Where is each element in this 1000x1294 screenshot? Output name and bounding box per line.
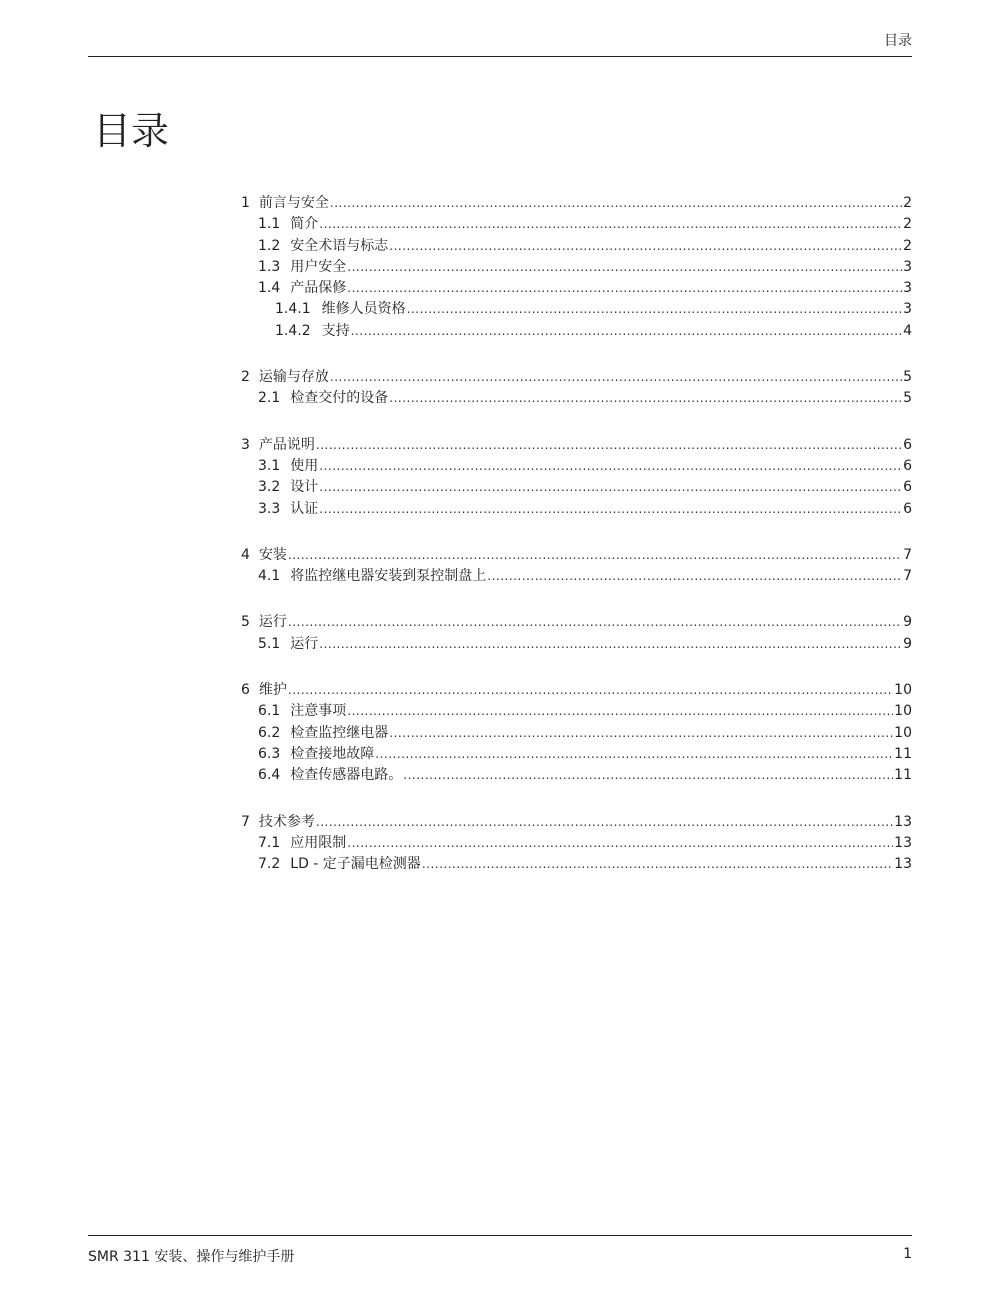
toc-entry[interactable] — [241, 634, 912, 655]
toc-entry-title: 安全术语与标志 — [290, 237, 389, 254]
toc-entry[interactable] — [241, 456, 912, 477]
toc-dot-leader — [330, 193, 902, 214]
toc-entry-title: 用户安全 — [290, 258, 347, 275]
toc-dot-leader — [288, 545, 902, 566]
toc-entry-title: 简介 — [290, 216, 319, 233]
toc-dot-leader — [319, 499, 902, 520]
toc-entry-number: 1 — [241, 195, 250, 211]
toc-section — [241, 435, 912, 520]
header-divider — [88, 56, 912, 57]
toc-entry-number: 6 — [241, 682, 250, 699]
toc-entry-page: 11 — [894, 745, 912, 762]
toc-entry[interactable] — [241, 765, 912, 786]
toc-dot-leader — [407, 299, 902, 320]
toc-entry-number: 2.1 — [258, 390, 281, 407]
toc-entry-number: 6.4 — [258, 767, 281, 784]
toc-section — [241, 367, 912, 410]
toc-dot-leader — [319, 214, 902, 235]
toc-entry-page: 11 — [894, 767, 912, 784]
footer-divider — [88, 1235, 912, 1236]
toc-entry[interactable] — [241, 321, 912, 342]
toc-entry-page: 3 — [903, 301, 912, 318]
toc-entry[interactable] — [241, 723, 912, 744]
toc-entry-number: 3 — [241, 436, 250, 453]
toc-section — [241, 612, 912, 655]
toc-entry-number: 1.4.2 — [275, 322, 311, 339]
toc-dot-leader — [403, 765, 893, 786]
toc-entry-number: 1.2 — [258, 237, 281, 254]
toc-entry-title: 将监控继电器安装到泵控制盘上 — [290, 568, 487, 585]
toc-dot-leader — [422, 854, 893, 875]
toc-entry-number: 6.1 — [258, 703, 281, 720]
toc-entry-page: 6 — [903, 500, 912, 517]
toc-entry-page: 9 — [903, 614, 912, 631]
toc-dot-leader — [347, 833, 893, 854]
toc-entry-page: 13 — [894, 813, 912, 830]
toc-entry-title: 应用限制 — [290, 834, 347, 851]
toc-dot-leader — [288, 680, 893, 701]
toc-dot-leader — [351, 321, 902, 342]
toc-entry-title: 运输与存放 — [258, 369, 329, 386]
toc-entry[interactable] — [241, 299, 912, 320]
toc-entry-number: 3.2 — [258, 479, 281, 496]
toc-entry-number: 7 — [241, 813, 250, 830]
toc-entry[interactable] — [241, 477, 912, 498]
toc-entry[interactable] — [241, 701, 912, 722]
toc-entry-page: 13 — [894, 834, 912, 851]
toc-entry[interactable] — [241, 388, 912, 409]
toc-dot-leader — [319, 456, 902, 477]
toc-entry-number: 1.4 — [258, 280, 281, 297]
toc-section — [241, 680, 912, 786]
toc-dot-leader — [389, 723, 893, 744]
toc-entry-page: 7 — [903, 546, 912, 563]
toc-dot-leader — [330, 367, 902, 388]
toc-entry-page: 6 — [903, 479, 912, 496]
toc-entry-title: 设计 — [290, 479, 319, 496]
toc-entry-title: 检查监控继电器 — [290, 724, 389, 741]
toc-entry-page: 5 — [903, 369, 912, 386]
toc-entry-page: 13 — [894, 856, 912, 873]
toc-entry-number: 5.1 — [258, 635, 281, 652]
toc-dot-leader — [319, 477, 902, 498]
toc-entry-page: 2 — [903, 195, 912, 211]
toc-entry[interactable] — [241, 612, 912, 633]
toc-entry-page: 10 — [894, 682, 912, 699]
toc-entry-title: 检查接地故障 — [290, 745, 375, 762]
toc-entry-page: 10 — [894, 703, 912, 720]
toc-entry-page: 7 — [903, 568, 912, 585]
toc-entry[interactable] — [241, 278, 912, 299]
toc-entry-title: 产品说明 — [258, 436, 315, 453]
toc-entry-title: 维修人员资格 — [321, 301, 406, 318]
toc-entry-title: 使用 — [290, 457, 319, 474]
toc-entry-number: 7.1 — [258, 834, 281, 851]
toc-entry-page: 5 — [903, 390, 912, 407]
toc-section — [241, 812, 912, 876]
toc-entry-number: 1.4.1 — [275, 301, 311, 318]
page-title: 目录 — [93, 109, 170, 153]
toc-entry-title: 支持 — [321, 322, 350, 339]
toc-entry[interactable] — [241, 812, 912, 833]
toc-entry[interactable] — [241, 680, 912, 701]
toc-entry-number: 6.3 — [258, 745, 281, 762]
toc-entry-page: 9 — [903, 635, 912, 652]
toc-entry-number: 5 — [241, 614, 250, 631]
toc-entry-page: 4 — [903, 322, 912, 339]
toc-entry[interactable] — [241, 435, 912, 456]
toc-section — [241, 193, 912, 342]
toc-entry-title: 检查交付的设备 — [290, 390, 389, 407]
toc-dot-leader — [347, 257, 902, 278]
toc-entry-number: 3.1 — [258, 457, 281, 474]
toc-dot-leader — [288, 612, 902, 633]
toc-entry-page: 10 — [894, 724, 912, 741]
toc-entry-page: 2 — [903, 237, 912, 254]
toc-entry-number: 7.2 — [258, 856, 281, 873]
toc-entry-title: 技术参考 — [258, 813, 315, 830]
toc-entry-number: 3.3 — [258, 500, 281, 517]
table-of-contents — [241, 193, 912, 900]
toc-entry-title: 运行 — [290, 635, 319, 652]
toc-dot-leader — [347, 278, 902, 299]
toc-entry[interactable] — [241, 833, 912, 854]
toc-entry[interactable] — [241, 236, 912, 257]
toc-dot-leader — [316, 812, 893, 833]
toc-dot-leader — [316, 435, 902, 456]
toc-dot-leader — [347, 701, 893, 722]
toc-entry-number: 1.1 — [258, 216, 281, 233]
toc-dot-leader — [389, 236, 902, 257]
toc-entry[interactable] — [241, 214, 912, 235]
toc-entry-page: 6 — [903, 457, 912, 474]
toc-entry-title: 维护 — [258, 682, 287, 699]
toc-entry[interactable] — [241, 367, 912, 388]
toc-entry-page: 6 — [903, 436, 912, 453]
toc-dot-leader — [375, 744, 893, 765]
toc-entry[interactable] — [241, 193, 912, 214]
toc-dot-leader — [389, 388, 902, 409]
footer-document-title: SMR 311 安装、操作与维护手册 — [88, 1249, 295, 1265]
toc-entry-title: 运行 — [258, 614, 287, 631]
toc-entry-number: 4.1 — [258, 568, 281, 585]
toc-entry[interactable] — [241, 744, 912, 765]
toc-entry[interactable] — [241, 854, 912, 875]
toc-dot-leader — [319, 634, 902, 655]
toc-entry[interactable] — [241, 257, 912, 278]
toc-entry-number: 2 — [241, 369, 250, 386]
toc-entry-page: 3 — [903, 280, 912, 297]
toc-entry[interactable] — [241, 545, 912, 566]
toc-entry-title: 产品保修 — [290, 280, 347, 297]
footer-page-number: 1 — [903, 1246, 912, 1262]
toc-entry[interactable] — [241, 566, 912, 587]
toc-entry[interactable] — [241, 499, 912, 520]
toc-entry-title: 检查传感器电路。 — [290, 767, 403, 784]
toc-entry-title: 认证 — [290, 500, 319, 517]
toc-entry-title: 前言与安全 — [258, 195, 329, 211]
toc-entry-number: 1.3 — [258, 258, 281, 275]
toc-entry-number: 4 — [241, 546, 250, 563]
toc-entry-number: 6.2 — [258, 724, 281, 741]
toc-dot-leader — [487, 566, 902, 587]
toc-entry-title: 安装 — [258, 546, 287, 563]
toc-section — [241, 545, 912, 588]
toc-entry-title: LD - 定子漏电检测器 — [290, 856, 421, 873]
running-header: 目录 — [884, 33, 912, 49]
toc-entry-page: 3 — [903, 258, 912, 275]
toc-entry-title: 注意事项 — [290, 703, 347, 720]
toc-entry-page: 2 — [903, 216, 912, 233]
